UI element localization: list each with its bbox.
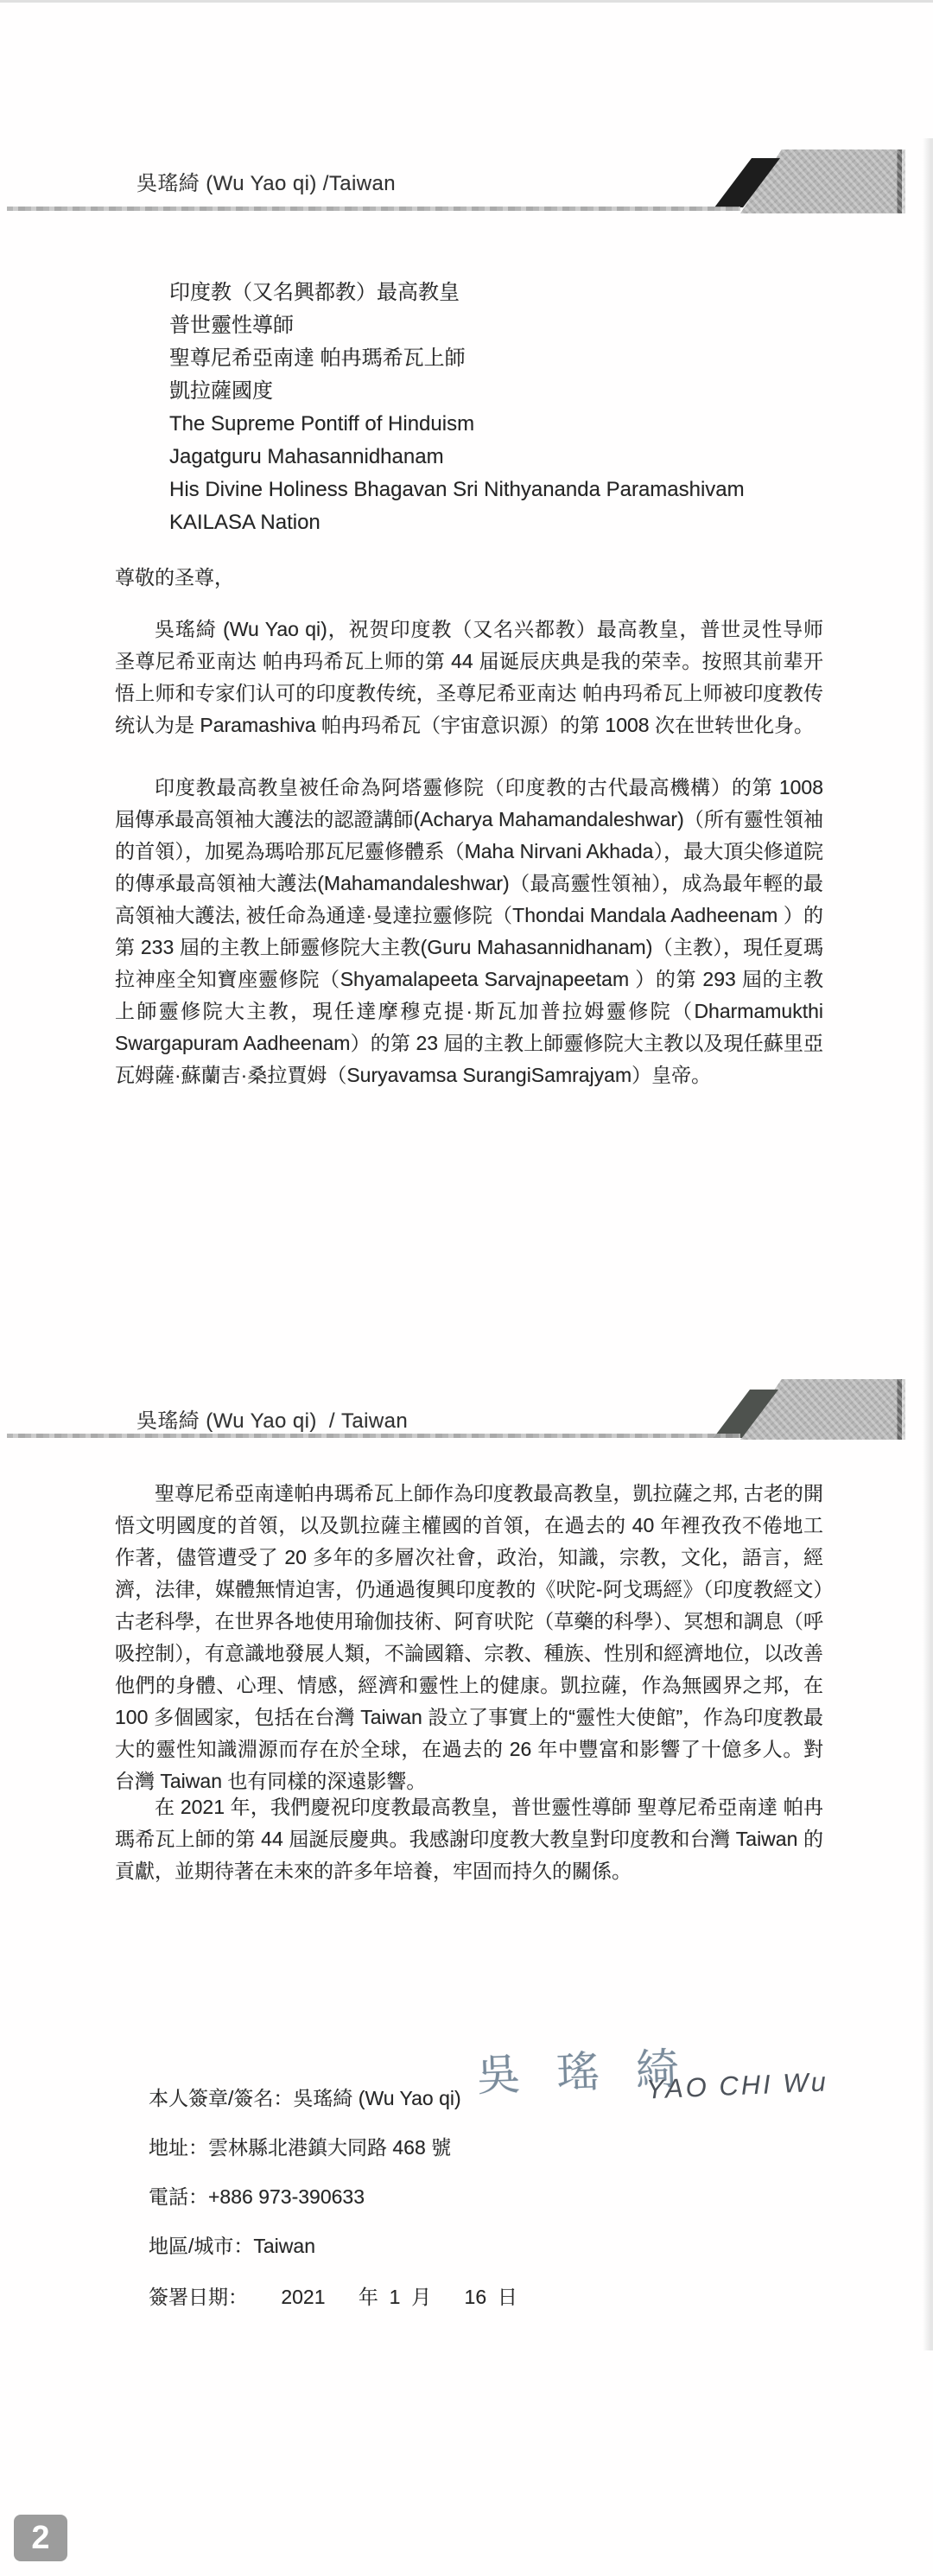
city-line: 地區/城市：Taiwan <box>149 2235 315 2257</box>
recipient-line: The Supreme Pontiff of Hinduism <box>169 412 475 436</box>
recipient-line: Jagatguru Mahasannidhanam <box>169 445 444 468</box>
letterhead-gray-trapezoid-icon <box>740 1379 905 1440</box>
body-paragraph: 印度教最高教皇被任命為阿塔靈修院（印度教的古代最高機構）的第 1008 屆傳承最高領袖大護法的認證講師(Acharya Mahamandaleshwar)（所有靈性領袖的首領），加冕為瑪哈那瓦尼靈修體系（Maha Nirvani Akhada），最大頂尖修道院的傳承最高領袖大護法(Mahamandaleshwar)（最高靈性領袖），成為最年輕的最高領袖大護法, 被任命為通達·曼達拉靈修院（Thondai Mandala Aadheenam ）的第 233 屆的主教上師靈修院大主教(Guru Mahasannidhanam)（主教），現任夏瑪拉神座全知寶座靈修院（Shyamalapeeta Sarvajnapeetam ）的第 293 屆的主教上師靈修院大主教，現任達摩穆克提·斯瓦加普拉姆靈修院（Dharmamukthi Swargapuram Aadheenam）的第 23 屆的主教上師靈修院大主教以及現任蘇里亞瓦姆薩·蘇蘭吉·桑拉賈姆（Suryavamsa SurangiSamrajyam）皇帝。 <box>115 776 823 1086</box>
body-paragraph: 吳瑤綺 (Wu Yao qi)，祝贺印度教（又名兴都教）最高教皇，普世灵性导师 圣尊尼希亚南达 帕冉玛希瓦上师的第 44 届诞辰庆典是我的荣幸。按照其前辈开悟上师和专家们认可的印度教传统，圣尊尼希亚南达 帕冉玛希瓦上师被印度教传统认为是 Paramashiva 帕冉玛希瓦（宇宙意识源）的第 1008 次在世转世化身。 <box>115 618 823 736</box>
body-paragraph: 聖尊尼希亞南達帕冉瑪希瓦上師作為印度教最高教皇，凱拉薩之邦, 古老的開悟文明國度的首領，以及凱拉薩主權國的首領，在過去的 40 年裡孜孜不倦地工作著，儘管遭受了 20 多年的多層次社會，政治，知識，宗教，文化，語言，經濟，法律，媒體無情迫害，仍通過復興印度教的《吠陀-阿戈瑪經》（印度教經文）古老科學，在世界各地使用瑜伽技術、阿育吠陀（草藥的科學）、冥想和調息（呼吸控制），有意識地發展人類，不論國籍、宗教、種族、性別和經濟地位，以改善他們的身體、心理、情感，經濟和靈性上的健康。凱拉薩，作為無國界之邦，在 100 多個國家，包括在台灣 Taiwan 設立了事實上的“靈性大使館”，作為印度教最大的靈性知識淵源而存在於全球，在過去的 26 年中豐富和影響了十億多人。對台灣 Taiwan 也有同樣的深遠影響。 <box>115 1482 823 1792</box>
letterhead-rule <box>7 207 740 211</box>
recipient-line: 印度教（又名興都教）最高教皇 <box>169 281 460 304</box>
phone-line: 電話：+886 973-390633 <box>149 2185 365 2208</box>
recipient-line: 聖尊尼希亞南達 帕冉瑪希瓦上師 <box>169 347 466 370</box>
handwritten-signature-cn: 吳 瑤 綺 <box>476 2044 692 2101</box>
recipient-line: KAILASA Nation <box>169 511 321 534</box>
recipient-line: 凱拉薩國度 <box>169 379 273 403</box>
page2-header-name: 吳瑤綺 (Wu Yao qi) / Taiwan <box>136 1409 409 1433</box>
handwritten-signature-en: YAO CHI Wu <box>645 2066 829 2105</box>
recipient-line: 普世靈性導師 <box>169 314 294 337</box>
date-line: 簽署日期： 2021 年 1 月 16 日 <box>149 2286 517 2308</box>
signature-name-label: 本人簽章/簽名：吳瑤綺 (Wu Yao qi) <box>149 2087 461 2109</box>
letterhead-rule <box>7 1434 740 1438</box>
page-number-badge: 2 <box>14 2515 67 2561</box>
page1-header-name: 吳瑤綺 (Wu Yao qi) /Taiwan <box>136 172 396 195</box>
recipient-address-block <box>169 277 745 539</box>
recipient-line: His Divine Holiness Bhagavan Sri Nithyananda Paramashivam <box>169 478 745 501</box>
address-line: 地址：雲林縣北港鎮大同路 468 號 <box>149 2136 452 2159</box>
body-paragraph: 在 2021 年，我們慶祝印度教最高教皇，普世靈性導師 聖尊尼希亞南達 帕冉瑪希瓦上師的第 44 屆誕辰慶典。我感謝印度教大教皇對印度教和台灣 Taiwan 的貢獻，並期待著在未來的許多年培養，牢固而持久的關係。 <box>115 1796 823 1882</box>
scan-right-edge-shadow <box>923 138 933 2350</box>
scan-top-edge <box>0 0 933 3</box>
salutation: 尊敬的圣尊， <box>115 566 234 588</box>
